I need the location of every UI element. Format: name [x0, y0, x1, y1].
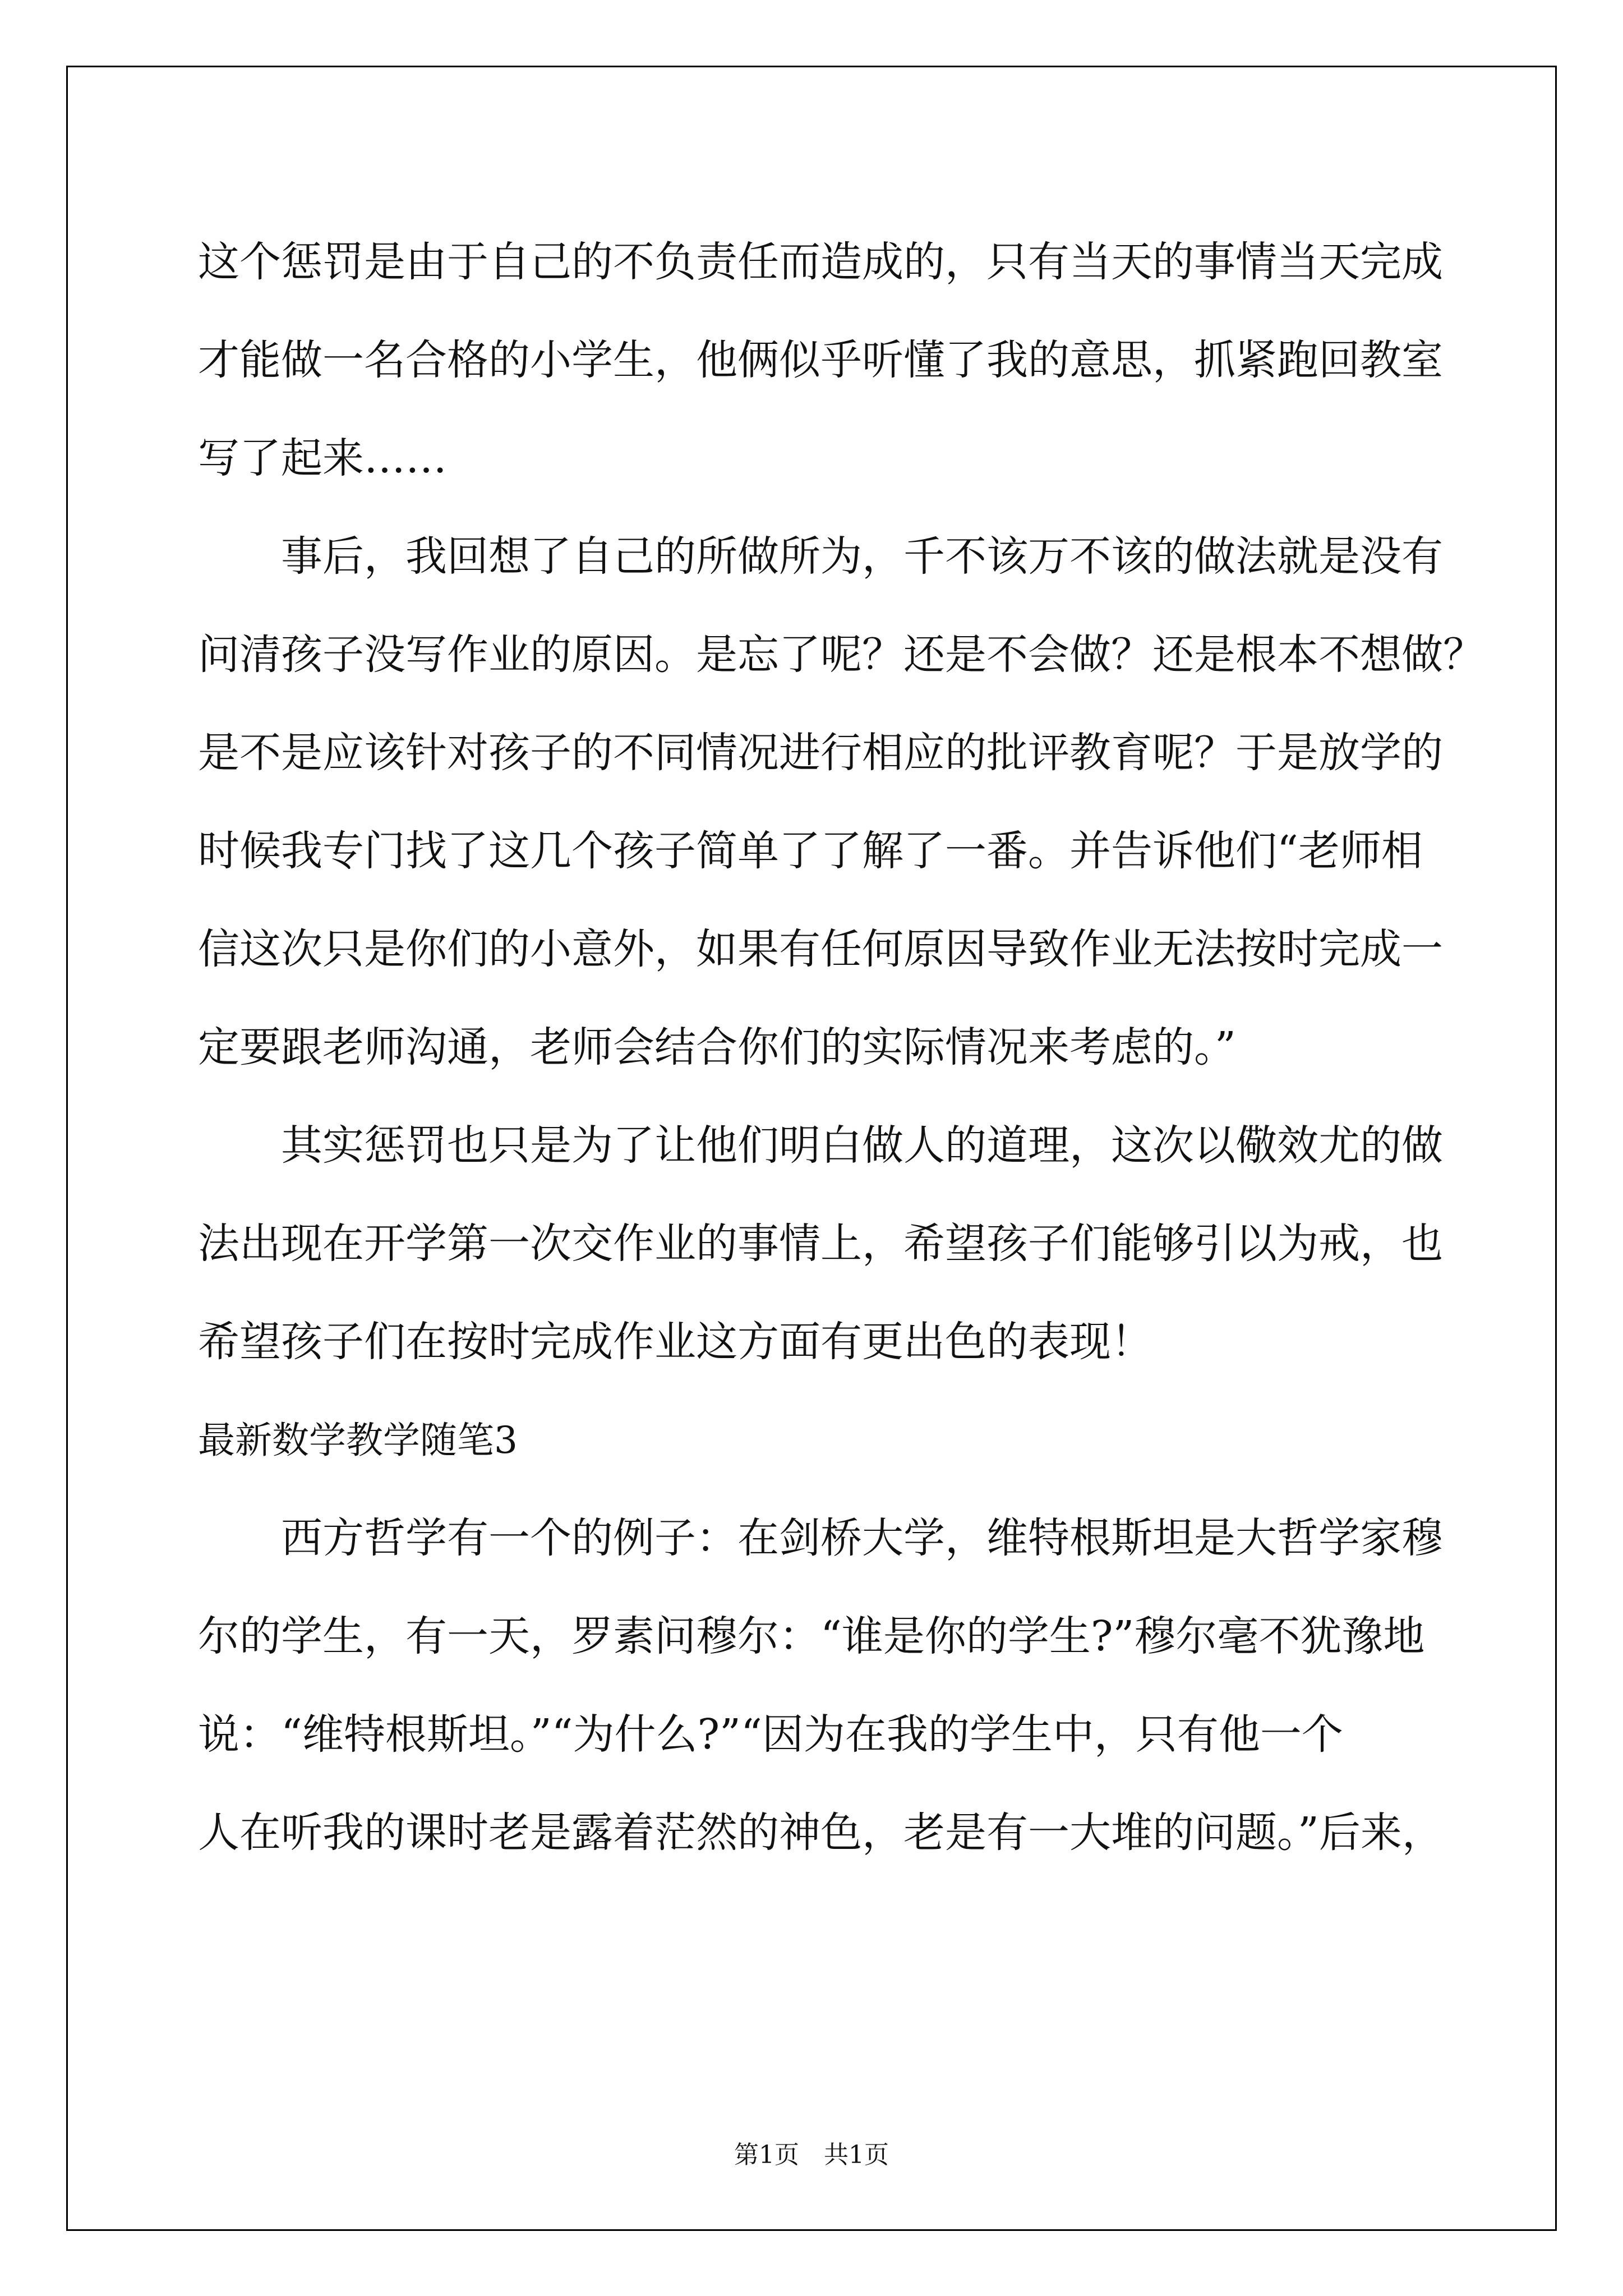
text-line: 写了起来……	[198, 434, 447, 482]
text-line: 人在听我的课时老是露着茫然的神色，老是有一大堆的问题。”后来，	[198, 1809, 1444, 1857]
paragraph-philosophy	[198, 1489, 1465, 1882]
page-number-footer: 第1页 共1页	[734, 2141, 889, 2169]
text-line: 才能做一名合格的小学生，他俩似乎听懂了我的意思，抓紧跑回教室	[198, 336, 1443, 384]
text-line: 希望孩子们在按时完成作业这方面有更出色的表现！	[198, 1318, 1152, 1366]
text-line: 法出现在开学第一次交作业的事情上，希望孩子们能够引以为戒，也	[198, 1220, 1443, 1268]
body-text	[198, 213, 1484, 1882]
section-heading: 最新数学教学随笔3	[198, 1419, 518, 1462]
text-line: 尔的学生，有一天，罗素问穆尔：“谁是你的学生?”穆尔毫不犹豫地	[198, 1612, 1425, 1660]
text-line: 问清孩子没写作业的原因。是忘了呢？还是不会做？还是根本不想做？	[198, 631, 1484, 679]
paragraph-continuation	[198, 213, 1465, 508]
paragraph-reflection	[198, 508, 1484, 1097]
text-line: 这个惩罚是由于自己的不负责任而造成的，只有当天的事情当天完成	[198, 238, 1443, 286]
text-line: 时候我专门找了这几个孩子简单了了解了一番。并告诉他们“老师相	[198, 827, 1423, 875]
text-line: 其实惩罚也只是为了让他们明白做人的道理，这次以儆效尤的做	[281, 1121, 1443, 1170]
text-line: 定要跟老师沟通，老师会结合你们的实际情况来考虑的。”	[198, 1023, 1236, 1071]
text-line: 是不是应该针对孩子的不同情况进行相应的批评教育呢？于是放学的	[198, 729, 1443, 777]
text-line: 事后，我回想了自己的所做所为，千不该万不该的做法就是没有	[281, 532, 1443, 581]
paragraph-punishment	[198, 1097, 1465, 1391]
text-line: 说：“维特根斯坦。”“为什么?”“因为在我的学生中，只有他一个	[198, 1710, 1343, 1759]
text-line: 信这次只是你们的小意外，如果有任何原因导致作业无法按时完成一	[198, 925, 1443, 973]
text-line: 西方哲学有一个的例子：在剑桥大学，维特根斯坦是大哲学家穆	[281, 1514, 1443, 1562]
